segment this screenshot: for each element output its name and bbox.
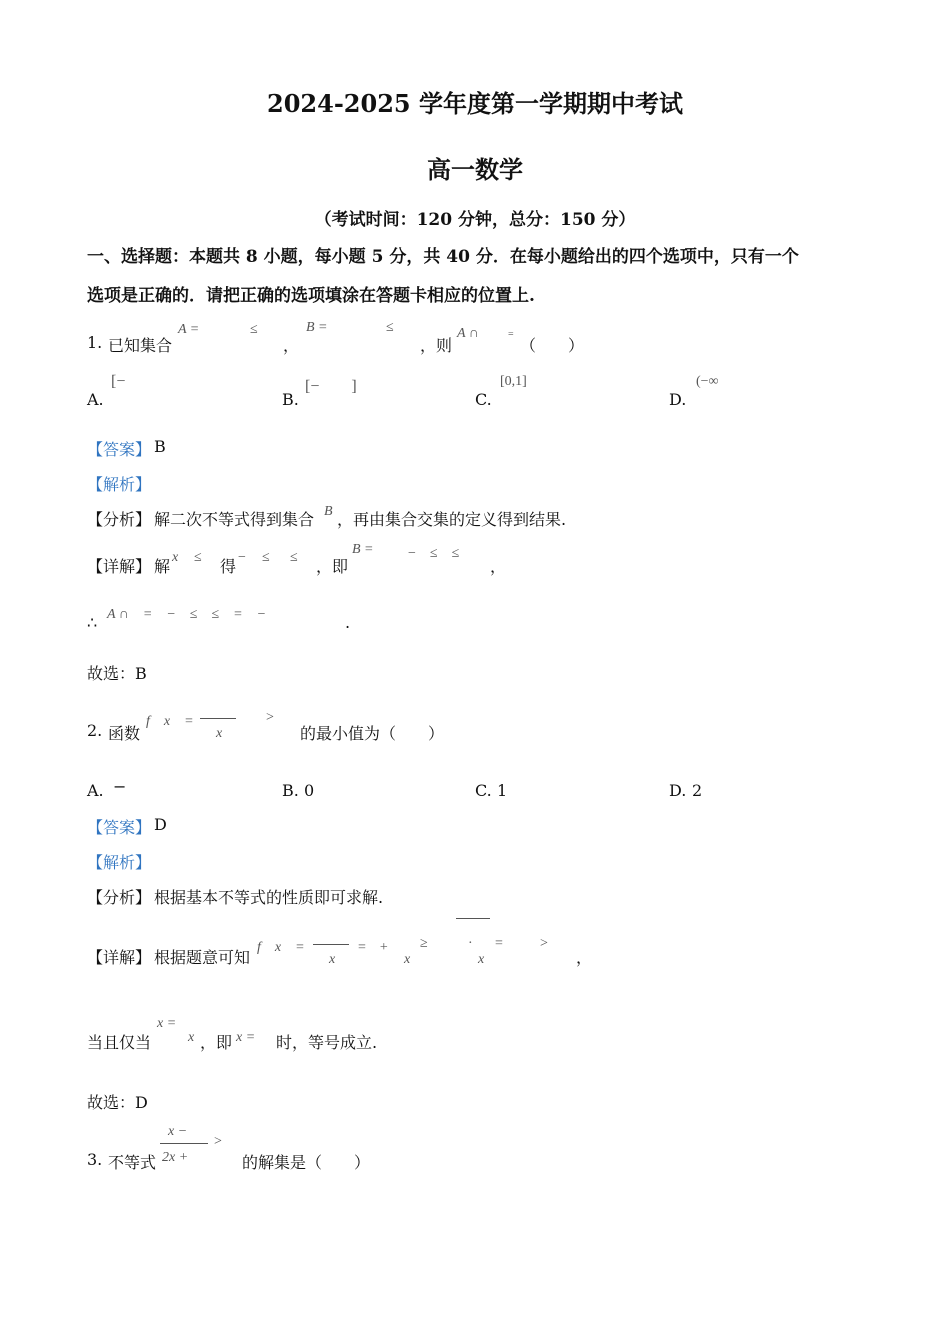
option-c-value: 1 bbox=[497, 781, 508, 800]
detail-tag: 【详解】 bbox=[87, 557, 152, 576]
fraction-bar bbox=[200, 718, 236, 719]
option-b-label: B. bbox=[282, 781, 299, 800]
answer-value: D bbox=[154, 815, 167, 834]
option-c-label: C. bbox=[475, 781, 492, 800]
math-when-eq: x = bbox=[236, 1030, 256, 1045]
math-ge: ≥ bbox=[420, 936, 428, 951]
detail-comma: ， bbox=[576, 948, 593, 967]
option-a-value: − bbox=[113, 777, 127, 796]
detail-ji: ，即 bbox=[316, 557, 349, 576]
math-function: f x = bbox=[146, 714, 194, 729]
option-b-label: B. bbox=[282, 390, 299, 409]
question-stem-suffix: 的解集是（ ） bbox=[242, 1153, 371, 1172]
option-a-math: [− bbox=[111, 373, 126, 390]
therefore-end: . bbox=[345, 613, 351, 632]
question-stem-suffix: 的最小值为（ ） bbox=[300, 724, 445, 743]
question-stem: 已知集合 bbox=[108, 336, 173, 355]
when-end: 时，等号成立. bbox=[276, 1033, 378, 1052]
math-denominator: x bbox=[404, 952, 411, 967]
question-number: 3. bbox=[87, 1150, 103, 1169]
math-le: ≤ bbox=[386, 320, 394, 335]
math-b-set: − ≤ ≤ bbox=[408, 546, 460, 561]
fenxi-text: 解二次不等式得到集合 bbox=[154, 510, 315, 529]
math-intersection: A ∩ bbox=[457, 326, 479, 341]
exam-title: 2024-2025 学年度第一学期期中考试 bbox=[267, 89, 683, 118]
math-numerator: x − bbox=[168, 1124, 188, 1139]
option-d-value: 2 bbox=[692, 781, 703, 800]
math-denominator: x bbox=[329, 952, 336, 967]
answer-tag: 【答案】 bbox=[87, 818, 152, 837]
section-heading-line1: 一、选择题：本题共 8 小题，每小题 5 分，共 40 分．在每小题给出的四个选项中，只有一个 bbox=[87, 247, 799, 267]
option-b-value: 0 bbox=[304, 781, 315, 800]
fraction-bar bbox=[313, 944, 349, 945]
option-b-math: [− ] bbox=[305, 378, 357, 395]
exam-info: （考试时间：120 分钟，总分：150 分） bbox=[314, 210, 636, 230]
option-a-label: A. bbox=[87, 390, 104, 409]
math-eq: = bbox=[495, 936, 503, 951]
comma: ， bbox=[283, 336, 300, 355]
math-gt: > bbox=[266, 710, 274, 725]
section-heading-line2: 选项是正确的．请把正确的选项填涂在答题卡相应的位置上. bbox=[87, 286, 535, 306]
math-denominator: 2x + bbox=[162, 1150, 189, 1165]
when-ji: ，即 bbox=[200, 1033, 233, 1052]
math-dot: · bbox=[468, 936, 473, 951]
option-d-math: (−∞ bbox=[696, 374, 719, 389]
answer-value: B bbox=[154, 437, 166, 456]
fenxi-text2: ，再由集合交集的定义得到结果. bbox=[337, 510, 567, 529]
math-eq: = bbox=[508, 329, 514, 340]
answer-tag: 【答案】 bbox=[87, 440, 152, 459]
math-function: f x = bbox=[257, 940, 305, 955]
detail-jie: 解 bbox=[154, 557, 171, 576]
option-c-math: [0,1] bbox=[500, 374, 527, 389]
subject-title: 高一数学 bbox=[427, 155, 523, 184]
detail-text: 根据题意可知 bbox=[154, 948, 251, 967]
math-b: B bbox=[324, 504, 333, 519]
math-minus: − bbox=[238, 550, 246, 565]
math-denominator: x bbox=[478, 952, 485, 967]
math-eq-plus: = + bbox=[358, 940, 388, 955]
math-intersection-result: A ∩ = − ≤ ≤ = − bbox=[107, 607, 267, 622]
detail-de: 得 bbox=[220, 557, 237, 576]
fenxi-tag: 【分析】 bbox=[87, 510, 152, 529]
math-x: x bbox=[172, 550, 179, 565]
math-b-eq: B = bbox=[352, 542, 374, 557]
when-text: 当且仅当 bbox=[87, 1033, 152, 1052]
fenxi-tag: 【分析】 bbox=[87, 888, 152, 907]
question-number: 2. bbox=[87, 721, 103, 740]
math-le: ≤ bbox=[290, 550, 298, 565]
fraction-bar bbox=[160, 1143, 208, 1144]
option-c-label: C. bbox=[475, 390, 492, 409]
choice-text: 故选：B bbox=[87, 664, 147, 683]
math-denominator: x bbox=[216, 726, 223, 741]
math-le: ≤ bbox=[250, 322, 258, 337]
choice-text: 故选：D bbox=[87, 1093, 148, 1112]
math-le: ≤ bbox=[194, 550, 202, 565]
option-d-label: D. bbox=[669, 390, 687, 409]
fenxi-text: 根据基本不等式的性质即可求解. bbox=[154, 888, 384, 907]
detail-tag: 【详解】 bbox=[87, 948, 152, 967]
math-set-b: B = bbox=[306, 320, 328, 335]
math-gt: > bbox=[540, 936, 548, 951]
analysis-tag: 【解析】 bbox=[87, 853, 152, 872]
question-stem: 不等式 bbox=[108, 1153, 157, 1172]
math-set-a: A = bbox=[178, 322, 200, 337]
math-le: ≤ bbox=[262, 550, 270, 565]
option-d-label: D. bbox=[669, 781, 687, 800]
therefore-symbol: ∴ bbox=[87, 613, 98, 632]
answer-paren: （ ） bbox=[520, 336, 585, 355]
math-when-x: x = bbox=[157, 1016, 177, 1031]
option-a-label: A. bbox=[87, 781, 104, 800]
analysis-tag: 【解析】 bbox=[87, 475, 152, 494]
sqrt-bar bbox=[456, 918, 490, 919]
stem-then: ，则 bbox=[420, 336, 453, 355]
math-when-denominator: x bbox=[188, 1030, 195, 1045]
question-stem: 函数 bbox=[108, 724, 141, 743]
detail-end: ， bbox=[490, 557, 507, 576]
question-number: 1. bbox=[87, 333, 103, 352]
math-gt: > bbox=[214, 1134, 222, 1149]
